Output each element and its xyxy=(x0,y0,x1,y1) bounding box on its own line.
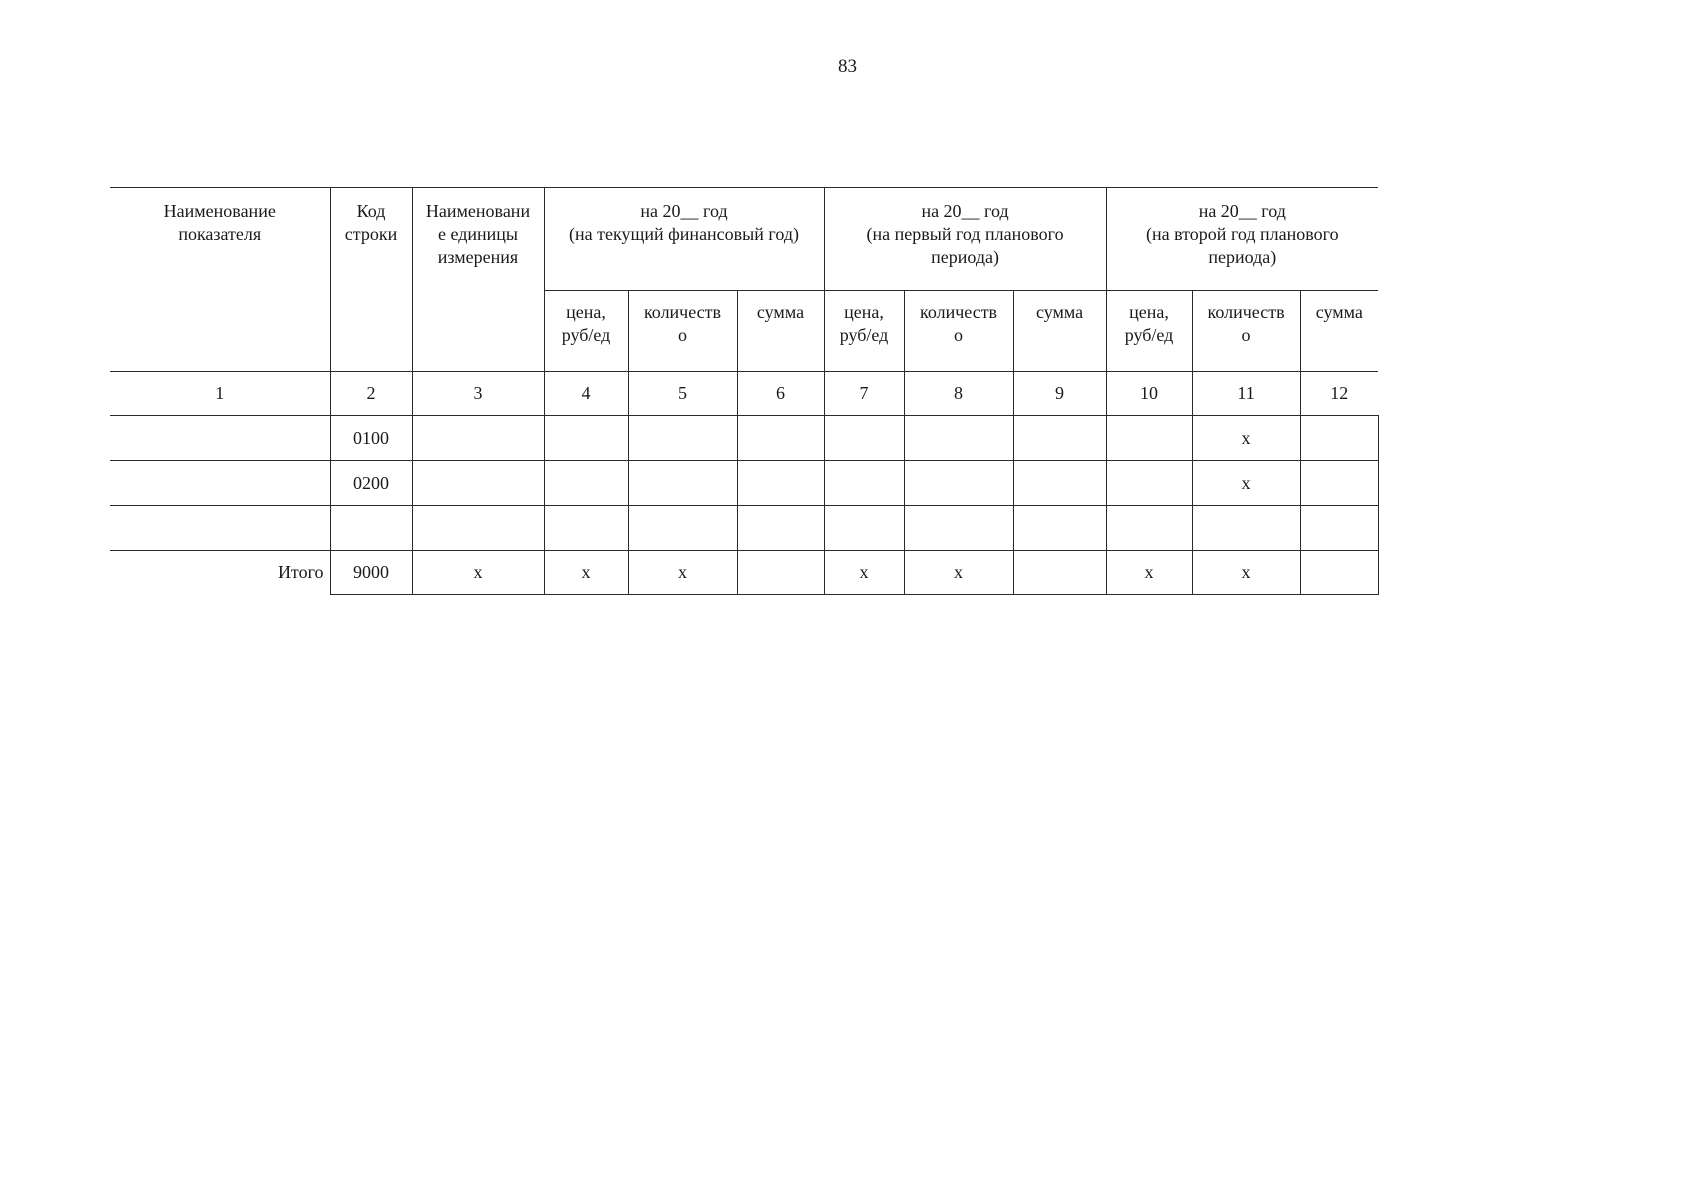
table-cell[interactable] xyxy=(1300,461,1378,506)
column-number: 1 xyxy=(110,372,330,416)
header-line-code: Код строки xyxy=(330,188,412,372)
subheader-quantity: количеств о xyxy=(1192,291,1300,372)
header-period-current: на 20__ год (на текущий финансовый год) xyxy=(544,188,824,291)
total-row xyxy=(110,551,1378,595)
row-unit[interactable] xyxy=(412,416,544,461)
table-cell: x xyxy=(904,551,1013,595)
table-cell[interactable] xyxy=(1013,416,1106,461)
table-cell[interactable] xyxy=(737,416,824,461)
table-cell[interactable] xyxy=(1013,461,1106,506)
column-number: 7 xyxy=(824,372,904,416)
column-number: 6 xyxy=(737,372,824,416)
table-cell[interactable] xyxy=(544,461,628,506)
table-cell: x xyxy=(1192,416,1300,461)
header-period-first-plan: на 20__ год (на первый год планового периода) xyxy=(824,188,1106,291)
table-cell[interactable] xyxy=(904,506,1013,551)
table-cell[interactable] xyxy=(628,416,737,461)
subheader-quantity: количеств о xyxy=(904,291,1013,372)
column-number: 5 xyxy=(628,372,737,416)
total-label: Итого xyxy=(110,551,330,595)
table-row xyxy=(110,506,1378,551)
table-cell: x xyxy=(1192,551,1300,595)
table-row xyxy=(110,416,1378,461)
column-number: 2 xyxy=(330,372,412,416)
table-cell[interactable] xyxy=(824,461,904,506)
table-cell: x xyxy=(412,551,544,595)
table-cell[interactable] xyxy=(904,416,1013,461)
subheader-sum: сумма xyxy=(737,291,824,372)
page-number: 83 xyxy=(838,56,857,77)
row-code[interactable] xyxy=(330,506,412,551)
table-cell[interactable] xyxy=(1106,506,1192,551)
table-cell[interactable] xyxy=(737,506,824,551)
header-unit-name: Наименовани е единицы измерения xyxy=(412,188,544,372)
header-row-main xyxy=(110,188,1378,291)
table-cell[interactable] xyxy=(544,416,628,461)
table-cell[interactable] xyxy=(628,506,737,551)
row-indicator-name[interactable] xyxy=(110,416,330,461)
table-cell[interactable] xyxy=(737,461,824,506)
row-unit[interactable] xyxy=(412,506,544,551)
subheader-quantity: количеств о xyxy=(628,291,737,372)
subheader-price: цена, руб/ед xyxy=(1106,291,1192,372)
row-indicator-name[interactable] xyxy=(110,461,330,506)
table-cell[interactable] xyxy=(824,416,904,461)
row-unit[interactable] xyxy=(412,461,544,506)
table-cell[interactable] xyxy=(1300,551,1378,595)
column-number: 10 xyxy=(1106,372,1192,416)
table-cell: x xyxy=(1192,461,1300,506)
table-cell: x xyxy=(628,551,737,595)
table-cell[interactable] xyxy=(1300,506,1378,551)
table-cell[interactable] xyxy=(1300,416,1378,461)
subheader-price: цена, руб/ед xyxy=(824,291,904,372)
column-number: 8 xyxy=(904,372,1013,416)
column-number: 9 xyxy=(1013,372,1106,416)
table-cell: x xyxy=(824,551,904,595)
column-number: 3 xyxy=(412,372,544,416)
table-cell[interactable] xyxy=(904,461,1013,506)
subheader-sum: сумма xyxy=(1300,291,1378,372)
table-cell[interactable] xyxy=(737,551,824,595)
header-period-second-plan: на 20__ год (на второй год планового периода) xyxy=(1106,188,1378,291)
table-cell[interactable] xyxy=(1192,506,1300,551)
table-row xyxy=(110,461,1378,506)
row-indicator-name[interactable] xyxy=(110,506,330,551)
table-cell: x xyxy=(1106,551,1192,595)
table-cell: x xyxy=(544,551,628,595)
total-code: 9000 xyxy=(330,551,412,595)
table-cell xyxy=(1106,461,1192,506)
row-code: 0200 xyxy=(330,461,412,506)
form-table xyxy=(110,187,1379,595)
table-cell[interactable] xyxy=(1013,506,1106,551)
table-cell[interactable] xyxy=(544,506,628,551)
table-cell[interactable] xyxy=(824,506,904,551)
table-cell xyxy=(1106,416,1192,461)
column-number: 4 xyxy=(544,372,628,416)
header-indicator-name: Наименование показателя xyxy=(110,188,330,372)
row-code: 0100 xyxy=(330,416,412,461)
table-cell[interactable] xyxy=(628,461,737,506)
subheader-price: цена, руб/ед xyxy=(544,291,628,372)
column-number: 11 xyxy=(1192,372,1300,416)
subheader-sum: сумма xyxy=(1013,291,1106,372)
column-number-row xyxy=(110,372,1378,416)
table-cell[interactable] xyxy=(1013,551,1106,595)
column-number: 12 xyxy=(1300,372,1378,416)
